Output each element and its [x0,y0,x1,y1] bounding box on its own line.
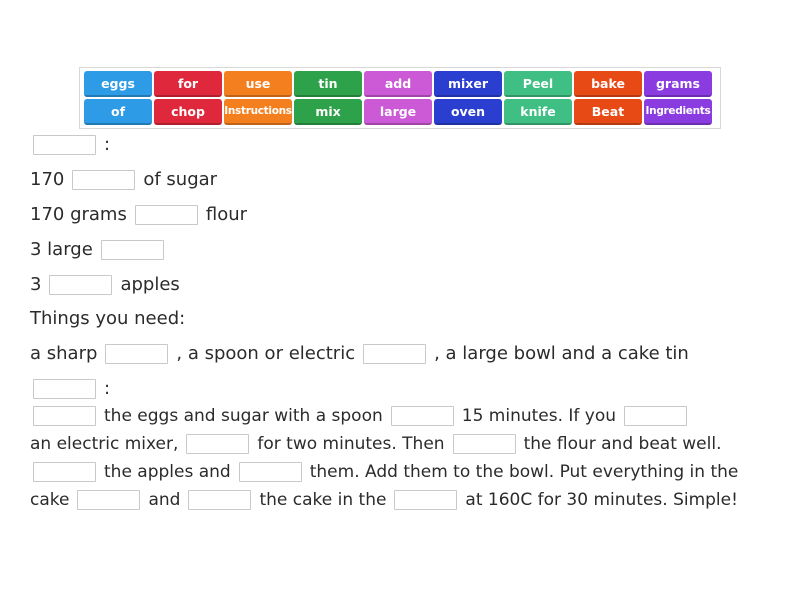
text-line [30,273,180,297]
text-span: apples [120,274,180,295]
text-span: the flour and beat well. [523,434,722,454]
word-tile-eggs[interactable]: eggs [84,71,152,97]
text-line [30,432,721,456]
word-tile-large[interactable]: large [364,99,432,125]
blank-slot[interactable] [391,406,454,426]
colon-text: : [104,378,111,399]
blank-slot[interactable] [33,406,96,426]
text-span: and [148,490,181,510]
text-line [30,342,689,366]
text-span: 15 minutes. If you [461,406,617,426]
blank-slot[interactable] [49,275,112,295]
text-span: at 160C for 30 minutes. Simple! [465,490,738,510]
blank-slot[interactable] [33,379,96,399]
text-line [30,460,738,484]
text-span: , a spoon or electric [176,343,356,364]
blank-slot[interactable] [72,170,135,190]
blank-slot[interactable] [363,344,426,364]
text-span: 170 grams [30,204,127,225]
word-tile-knife[interactable]: knife [504,99,572,125]
text-span: the eggs and sugar with a spoon [104,406,383,426]
text-line [30,404,695,428]
word-bank-row [84,71,716,97]
text-line [30,307,185,331]
word-tile-mix[interactable]: mix [294,99,362,125]
word-bank-row [84,99,716,125]
word-bank [79,67,721,129]
blank-slot[interactable] [33,135,96,155]
word-tile-bake[interactable]: bake [574,71,642,97]
text-span: 170 [30,169,65,190]
text-span: the apples and [104,462,231,482]
colon-text: : [104,134,111,155]
text-span: them. Add them to the bowl. Put everything in the [309,462,739,482]
text-span: Things you need: [30,308,186,329]
heading-line [30,377,110,401]
text-line [30,168,217,192]
blank-slot[interactable] [394,490,457,510]
word-tile-ingredients[interactable]: Ingredients [644,99,712,125]
word-tile-tin[interactable]: tin [294,71,362,97]
word-tile-peel[interactable]: Peel [504,71,572,97]
word-tile-oven[interactable]: oven [434,99,502,125]
text-span: of sugar [143,169,218,190]
blank-slot[interactable] [135,205,198,225]
word-tile-chop[interactable]: chop [154,99,222,125]
word-tile-grams[interactable]: grams [644,71,712,97]
text-span: 3 [30,274,42,295]
word-tile-add[interactable]: add [364,71,432,97]
text-line [30,488,738,512]
text-span: a sharp [30,343,98,364]
blank-slot[interactable] [33,462,96,482]
word-tile-of[interactable]: of [84,99,152,125]
blank-slot[interactable] [188,490,251,510]
blank-slot[interactable] [101,240,164,260]
text-span: 3 large [30,239,93,260]
text-line [30,238,172,262]
word-tile-instructions[interactable]: Instructions [224,99,292,125]
text-span: cake [30,490,70,510]
word-tile-for[interactable]: for [154,71,222,97]
word-tile-beat[interactable]: Beat [574,99,642,125]
blank-slot[interactable] [453,434,516,454]
text-span: an electric mixer, [30,434,179,454]
text-span: the cake in the [259,490,387,510]
heading-line [30,133,110,157]
word-tile-mixer[interactable]: mixer [434,71,502,97]
blank-slot[interactable] [77,490,140,510]
text-line [30,203,247,227]
blank-slot[interactable] [624,406,687,426]
text-span: flour [205,204,248,225]
blank-slot[interactable] [239,462,302,482]
word-tile-use[interactable]: use [224,71,292,97]
blank-slot[interactable] [105,344,168,364]
blank-slot[interactable] [186,434,249,454]
text-span: , a large bowl and a cake tin [434,343,689,364]
text-span: for two minutes. Then [257,434,445,454]
